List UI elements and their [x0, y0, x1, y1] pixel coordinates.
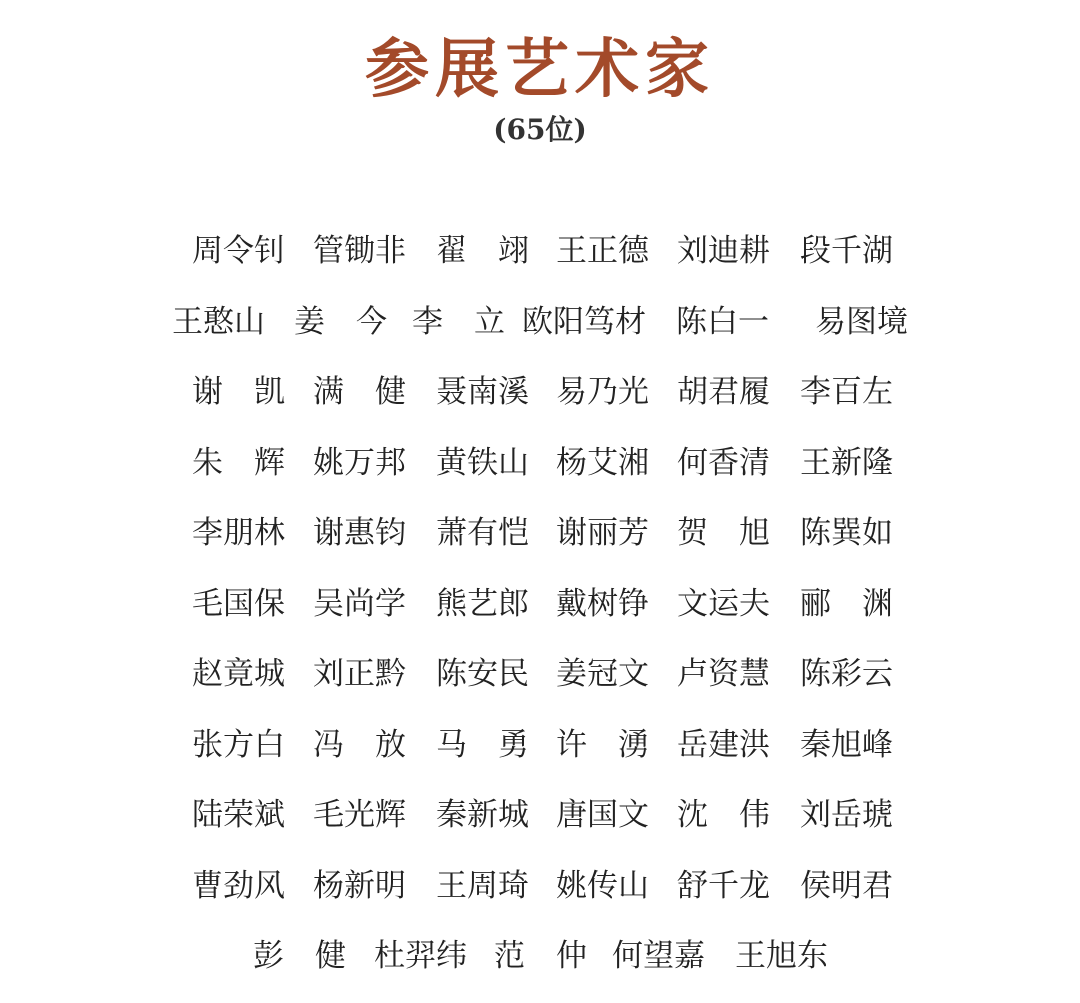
artist-name: 舒千龙	[677, 867, 770, 904]
artist-name: 岳建洪	[677, 726, 770, 763]
artist-name: 陈白一	[676, 303, 769, 340]
artist-name: 刘迪耕	[677, 233, 770, 269]
artist-name: 满 健	[313, 374, 406, 410]
artist-name: 熊艺郎	[436, 585, 529, 622]
artist-name: 姚传山	[556, 867, 649, 904]
artist-name: 黄铁山	[436, 444, 529, 481]
artist-name: 姜 今	[294, 303, 387, 340]
artist-name: 欧阳笃材	[522, 303, 646, 340]
artist-name: 王周琦	[436, 867, 529, 904]
artist-name: 谢 凯	[192, 374, 285, 410]
artist-name: 王旭东	[735, 938, 828, 974]
artist-name: 陈巽如	[800, 515, 893, 551]
artist-name: 谢丽芳	[556, 515, 649, 551]
artist-name: 郦 渊	[800, 585, 893, 622]
artist-name: 沈 伟	[677, 797, 770, 833]
artist-name: 易图境	[815, 303, 908, 340]
artist-name: 王正德	[556, 233, 649, 269]
artist-name: 范 仲	[494, 938, 587, 974]
artist-name: 文运夫	[677, 585, 770, 622]
artist-name: 马 勇	[436, 726, 529, 763]
artist-name: 毛光辉	[313, 797, 406, 833]
artist-name: 戴树铮	[556, 585, 649, 622]
artist-name: 秦新城	[436, 797, 529, 833]
artist-name: 何香清	[677, 444, 770, 481]
artist-name: 谢惠钧	[313, 515, 406, 551]
artist-name: 杨新明	[313, 867, 406, 904]
artist-name: 何望嘉	[612, 938, 705, 974]
artist-name: 易乃光	[556, 374, 649, 410]
artist-name: 贺 旭	[677, 515, 770, 551]
artist-name: 赵竟城	[192, 656, 285, 692]
artist-name: 李朋林	[192, 515, 285, 551]
artist-name: 姜冠文	[556, 656, 649, 692]
artist-name: 杜羿纬	[374, 938, 467, 974]
artist-name: 卢资慧	[677, 656, 770, 692]
artist-name: 吴尚学	[313, 585, 406, 622]
artist-name: 萧有恺	[436, 515, 529, 551]
artist-name: 刘岳琥	[800, 797, 893, 833]
artist-name: 侯明君	[800, 867, 893, 904]
artist-name: 管锄非	[313, 233, 406, 269]
page-title: 参展艺术家	[365, 32, 715, 107]
artist-name: 唐国文	[556, 797, 649, 833]
artist-name: 姚万邦	[313, 444, 406, 481]
artist-name: 陆荣斌	[192, 797, 285, 833]
artist-name: 周令钊	[192, 233, 285, 269]
artist-name: 彭 健	[253, 938, 346, 974]
artist-count: (65位)	[493, 113, 587, 146]
artist-name: 冯 放	[313, 726, 406, 763]
artist-name: 陈彩云	[800, 656, 893, 692]
artist-name: 朱 辉	[192, 444, 285, 481]
artist-name: 段千湖	[800, 233, 893, 269]
artist-name: 刘正黔	[313, 656, 406, 692]
artist-name: 王憨山	[172, 303, 265, 340]
artist-name: 胡君履	[677, 374, 770, 410]
artist-name: 许 湧	[556, 726, 649, 763]
artist-name: 王新隆	[800, 444, 893, 481]
artist-name: 杨艾湘	[556, 444, 649, 481]
artist-name: 毛国保	[192, 585, 285, 622]
artist-name: 秦旭峰	[800, 726, 893, 763]
artist-name: 曹劲风	[192, 867, 285, 904]
artist-name: 聂南溪	[436, 374, 529, 410]
artist-name: 张方白	[192, 726, 285, 763]
artist-name: 陈安民	[436, 656, 529, 692]
artist-name: 翟 翊	[436, 233, 529, 269]
artist-name: 李百左	[800, 374, 893, 410]
artist-name: 李 立	[412, 303, 505, 340]
